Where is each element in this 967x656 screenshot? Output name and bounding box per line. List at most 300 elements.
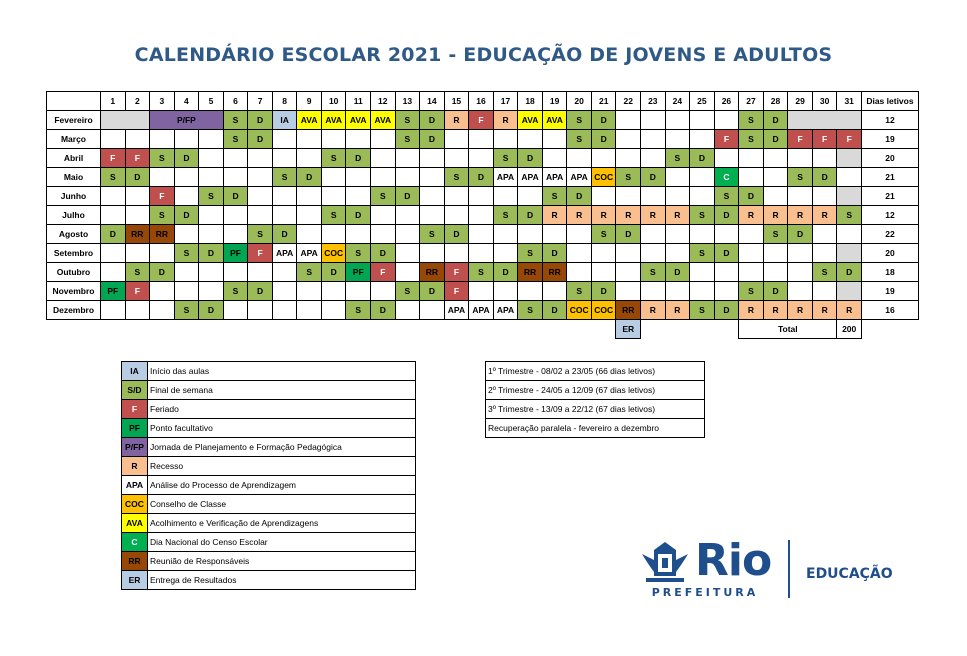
day-cell bbox=[444, 187, 469, 206]
dias-letivos-value: 12 bbox=[861, 206, 918, 225]
day-cell: S bbox=[174, 301, 199, 320]
day-cell: F bbox=[125, 282, 150, 301]
legend-row bbox=[122, 362, 416, 381]
day-cell: F bbox=[150, 187, 175, 206]
month-name: Outubro bbox=[47, 263, 101, 282]
calendar-header-row bbox=[47, 92, 919, 111]
legend-code: P/FP bbox=[122, 438, 148, 457]
day-cell bbox=[616, 244, 641, 263]
day-cell: S bbox=[297, 263, 322, 282]
day-cell bbox=[272, 282, 297, 301]
dias-letivos-value: 12 bbox=[861, 111, 918, 130]
day-header: 30 bbox=[812, 92, 837, 111]
legend-row bbox=[122, 400, 416, 419]
day-cell: S bbox=[150, 149, 175, 168]
month-row bbox=[47, 187, 919, 206]
day-header: 14 bbox=[420, 92, 445, 111]
day-cell bbox=[199, 282, 224, 301]
day-cell bbox=[346, 130, 371, 149]
day-cell bbox=[371, 282, 396, 301]
day-cell bbox=[542, 130, 567, 149]
day-cell bbox=[174, 225, 199, 244]
day-cell: D bbox=[346, 206, 371, 225]
day-cell: D bbox=[174, 149, 199, 168]
day-cell: D bbox=[739, 187, 764, 206]
day-cell bbox=[199, 168, 224, 187]
day-cell: S bbox=[739, 111, 764, 130]
legend-label: Início das aulas bbox=[148, 362, 416, 381]
day-cell bbox=[174, 168, 199, 187]
day-cell: R bbox=[812, 206, 837, 225]
day-cell: F bbox=[444, 263, 469, 282]
day-cell: D bbox=[223, 187, 248, 206]
legend-code: IA bbox=[122, 362, 148, 381]
trimester-row bbox=[486, 400, 705, 419]
day-cell bbox=[297, 206, 322, 225]
day-cell: S bbox=[739, 130, 764, 149]
day-cell bbox=[272, 130, 297, 149]
day-cell: D bbox=[444, 225, 469, 244]
day-cell: S bbox=[493, 206, 518, 225]
day-cell bbox=[690, 187, 715, 206]
day-cell bbox=[101, 187, 126, 206]
day-cell: S bbox=[223, 130, 248, 149]
day-cell: S bbox=[101, 168, 126, 187]
day-cell bbox=[223, 301, 248, 320]
day-header: 12 bbox=[371, 92, 396, 111]
day-cell: D bbox=[395, 187, 420, 206]
day-cell: S bbox=[567, 282, 592, 301]
legend-code: APA bbox=[122, 476, 148, 495]
day-cell bbox=[248, 149, 273, 168]
day-cell: F bbox=[837, 130, 862, 149]
day-cell: D bbox=[174, 206, 199, 225]
day-cell: S bbox=[395, 111, 420, 130]
day-cell: F bbox=[444, 282, 469, 301]
dias-letivos-value: 20 bbox=[861, 244, 918, 263]
day-cell bbox=[174, 187, 199, 206]
day-cell bbox=[125, 244, 150, 263]
day-cell: D bbox=[493, 263, 518, 282]
day-cell: S bbox=[690, 301, 715, 320]
day-cell bbox=[199, 149, 224, 168]
day-cell: D bbox=[371, 301, 396, 320]
day-cell: AVA bbox=[321, 111, 346, 130]
day-cell: R bbox=[788, 301, 813, 320]
day-cell: S bbox=[665, 149, 690, 168]
day-header: 26 bbox=[714, 92, 739, 111]
day-cell bbox=[199, 225, 224, 244]
day-cell: D bbox=[763, 130, 788, 149]
legend-label: Entrega de Resultados bbox=[148, 571, 416, 590]
day-cell bbox=[591, 244, 616, 263]
day-cell: S bbox=[395, 130, 420, 149]
day-cell: PF bbox=[346, 263, 371, 282]
day-cell bbox=[420, 206, 445, 225]
day-cell bbox=[542, 149, 567, 168]
day-cell: D bbox=[346, 149, 371, 168]
calendar-table bbox=[46, 91, 919, 339]
day-cell: D bbox=[665, 263, 690, 282]
day-cell bbox=[518, 187, 543, 206]
day-cell: APA bbox=[518, 168, 543, 187]
day-cell bbox=[125, 206, 150, 225]
day-cell: D bbox=[420, 282, 445, 301]
day-cell bbox=[739, 225, 764, 244]
day-cell bbox=[837, 244, 862, 263]
day-cell: RR bbox=[150, 225, 175, 244]
month-name: Setembro bbox=[47, 244, 101, 263]
day-cell bbox=[395, 168, 420, 187]
day-cell bbox=[714, 225, 739, 244]
trimester-text: 3º Trimestre - 13/09 a 22/12 (67 dias letivos) bbox=[486, 400, 705, 419]
day-cell: D bbox=[616, 225, 641, 244]
day-cell: F bbox=[371, 263, 396, 282]
day-cell: R bbox=[641, 206, 666, 225]
day-cell: S bbox=[788, 168, 813, 187]
day-header: 6 bbox=[223, 92, 248, 111]
legend-label: Análise do Processo de Aprendizagem bbox=[148, 476, 416, 495]
day-cell bbox=[518, 130, 543, 149]
day-cell bbox=[665, 244, 690, 263]
day-cell bbox=[420, 168, 445, 187]
day-cell bbox=[567, 244, 592, 263]
day-cell: D bbox=[714, 244, 739, 263]
day-cell bbox=[763, 244, 788, 263]
legend-row bbox=[122, 419, 416, 438]
day-cell bbox=[321, 168, 346, 187]
day-cell bbox=[665, 111, 690, 130]
trimester-text: 1º Trimestre - 08/02 a 23/05 (66 dias letivos) bbox=[486, 362, 705, 381]
legend-label: Reunião de Responsáveis bbox=[148, 552, 416, 571]
day-cell bbox=[739, 244, 764, 263]
day-header: 5 bbox=[199, 92, 224, 111]
day-cell: RR bbox=[125, 225, 150, 244]
day-cell bbox=[591, 263, 616, 282]
day-cell bbox=[174, 263, 199, 282]
day-cell: D bbox=[812, 168, 837, 187]
day-cell bbox=[199, 263, 224, 282]
legend-code: F bbox=[122, 400, 148, 419]
day-header: 29 bbox=[788, 92, 813, 111]
day-cell bbox=[665, 130, 690, 149]
day-cell: APA bbox=[567, 168, 592, 187]
day-cell bbox=[690, 168, 715, 187]
day-cell bbox=[665, 225, 690, 244]
day-cell bbox=[395, 225, 420, 244]
day-cell: D bbox=[248, 130, 273, 149]
day-cell bbox=[248, 206, 273, 225]
day-cell bbox=[493, 244, 518, 263]
legend-code: AVA bbox=[122, 514, 148, 533]
day-cell bbox=[444, 130, 469, 149]
day-cell: IA bbox=[272, 111, 297, 130]
day-header: 15 bbox=[444, 92, 469, 111]
day-cell bbox=[739, 168, 764, 187]
day-cell bbox=[469, 225, 494, 244]
day-cell: D bbox=[714, 206, 739, 225]
day-cell bbox=[420, 244, 445, 263]
day-header: 27 bbox=[739, 92, 764, 111]
legend-row bbox=[122, 533, 416, 552]
day-cell bbox=[346, 168, 371, 187]
month-row bbox=[47, 301, 919, 320]
day-cell: D bbox=[371, 244, 396, 263]
day-cell: F bbox=[125, 149, 150, 168]
day-cell: AVA bbox=[542, 111, 567, 130]
day-cell: D bbox=[199, 244, 224, 263]
day-cell bbox=[591, 149, 616, 168]
day-cell bbox=[616, 149, 641, 168]
day-header: 1 bbox=[101, 92, 126, 111]
day-cell bbox=[493, 130, 518, 149]
day-header: 31 bbox=[837, 92, 862, 111]
footer-spacer bbox=[47, 320, 616, 339]
day-cell bbox=[690, 130, 715, 149]
day-cell bbox=[837, 168, 862, 187]
day-cell bbox=[297, 225, 322, 244]
day-cell bbox=[272, 206, 297, 225]
day-header: 4 bbox=[174, 92, 199, 111]
day-cell bbox=[518, 225, 543, 244]
day-cell bbox=[395, 301, 420, 320]
day-cell bbox=[469, 187, 494, 206]
trimester-row bbox=[486, 381, 705, 400]
day-cell bbox=[346, 225, 371, 244]
day-cell bbox=[199, 206, 224, 225]
legend-label: Final de semana bbox=[148, 381, 416, 400]
day-cell: R bbox=[665, 301, 690, 320]
day-cell: S bbox=[567, 130, 592, 149]
day-cell bbox=[616, 263, 641, 282]
day-cell: S bbox=[223, 282, 248, 301]
day-cell bbox=[739, 149, 764, 168]
day-cell bbox=[444, 244, 469, 263]
day-header: 21 bbox=[591, 92, 616, 111]
day-cell bbox=[788, 263, 813, 282]
day-cell: S bbox=[321, 206, 346, 225]
day-cell: APA bbox=[469, 301, 494, 320]
day-cell: S bbox=[518, 244, 543, 263]
day-cell: S bbox=[272, 168, 297, 187]
day-cell bbox=[469, 206, 494, 225]
dias-letivos-value: 20 bbox=[861, 149, 918, 168]
day-cell: D bbox=[763, 282, 788, 301]
day-cell: S bbox=[395, 282, 420, 301]
day-cell: D bbox=[591, 130, 616, 149]
trimester-table bbox=[485, 361, 705, 438]
dias-letivos-value: 16 bbox=[861, 301, 918, 320]
day-cell bbox=[272, 301, 297, 320]
day-cell bbox=[665, 282, 690, 301]
day-cell bbox=[641, 111, 666, 130]
day-cell bbox=[493, 225, 518, 244]
month-name: Maio bbox=[47, 168, 101, 187]
day-cell bbox=[150, 168, 175, 187]
day-cell: D bbox=[763, 111, 788, 130]
dias-letivos-value: 19 bbox=[861, 282, 918, 301]
day-cell: S bbox=[248, 225, 273, 244]
legend-row bbox=[122, 552, 416, 571]
day-cell: D bbox=[469, 168, 494, 187]
day-cell: D bbox=[542, 244, 567, 263]
day-cell: S bbox=[346, 244, 371, 263]
day-cell bbox=[812, 225, 837, 244]
day-cell bbox=[150, 130, 175, 149]
day-cell: COC bbox=[591, 301, 616, 320]
day-header: 9 bbox=[297, 92, 322, 111]
total-value: 200 bbox=[837, 320, 862, 339]
day-header: 19 bbox=[542, 92, 567, 111]
day-header: 24 bbox=[665, 92, 690, 111]
day-cell bbox=[641, 130, 666, 149]
day-cell bbox=[223, 149, 248, 168]
day-cell bbox=[395, 206, 420, 225]
trimester-text: 2º Trimestre - 24/05 a 12/09 (67 dias letivos) bbox=[486, 381, 705, 400]
day-cell bbox=[714, 149, 739, 168]
day-cell: APA bbox=[444, 301, 469, 320]
dias-letivos-value: 21 bbox=[861, 168, 918, 187]
day-cell bbox=[199, 130, 224, 149]
day-cell bbox=[223, 225, 248, 244]
day-cell: R bbox=[739, 206, 764, 225]
day-cell: RR bbox=[420, 263, 445, 282]
legend-code: R bbox=[122, 457, 148, 476]
legend-row bbox=[122, 438, 416, 457]
logo-divider bbox=[788, 540, 790, 598]
day-cell: S bbox=[641, 263, 666, 282]
day-cell bbox=[395, 149, 420, 168]
day-cell: F bbox=[788, 130, 813, 149]
day-cell bbox=[641, 149, 666, 168]
legend-row bbox=[122, 381, 416, 400]
day-cell bbox=[616, 111, 641, 130]
day-cell: R bbox=[591, 206, 616, 225]
day-cell bbox=[248, 168, 273, 187]
month-row bbox=[47, 168, 919, 187]
day-cell bbox=[739, 263, 764, 282]
day-cell bbox=[812, 244, 837, 263]
day-cell bbox=[591, 187, 616, 206]
day-cell: APA bbox=[272, 244, 297, 263]
day-cell: R bbox=[763, 301, 788, 320]
total-label: Total bbox=[739, 320, 837, 339]
header-corner bbox=[47, 92, 101, 111]
day-cell bbox=[469, 244, 494, 263]
day-cell bbox=[788, 111, 862, 130]
logo-prefeitura-text: PREFEITURA bbox=[651, 586, 759, 599]
day-cell bbox=[837, 149, 862, 168]
day-cell bbox=[223, 168, 248, 187]
day-cell bbox=[395, 244, 420, 263]
day-cell bbox=[616, 187, 641, 206]
day-cell: S bbox=[714, 187, 739, 206]
day-header: 8 bbox=[272, 92, 297, 111]
day-cell: S bbox=[420, 225, 445, 244]
day-cell: D bbox=[101, 225, 126, 244]
day-cell bbox=[567, 263, 592, 282]
day-cell bbox=[174, 282, 199, 301]
logo-educacao-text: EDUCAÇÃO bbox=[806, 566, 893, 582]
calendar-footer-row bbox=[47, 320, 919, 339]
day-cell: APA bbox=[542, 168, 567, 187]
day-cell bbox=[763, 168, 788, 187]
day-cell bbox=[444, 149, 469, 168]
day-cell bbox=[371, 225, 396, 244]
day-cell: D bbox=[321, 263, 346, 282]
legend-row bbox=[122, 571, 416, 590]
day-cell: S bbox=[518, 301, 543, 320]
day-cell: AVA bbox=[346, 111, 371, 130]
day-cell bbox=[272, 149, 297, 168]
day-cell bbox=[297, 149, 322, 168]
day-cell bbox=[690, 225, 715, 244]
day-cell bbox=[371, 206, 396, 225]
day-cell bbox=[837, 225, 862, 244]
day-cell: S bbox=[199, 187, 224, 206]
month-name: Dezembro bbox=[47, 301, 101, 320]
day-cell bbox=[812, 187, 837, 206]
trimester-text: Recuperação paralela - fevereiro a dezembro bbox=[486, 419, 705, 438]
day-cell: D bbox=[542, 301, 567, 320]
day-cell: APA bbox=[297, 244, 322, 263]
day-cell: D bbox=[420, 130, 445, 149]
day-cell bbox=[469, 130, 494, 149]
month-row bbox=[47, 263, 919, 282]
day-cell bbox=[321, 282, 346, 301]
legend-label: Feriado bbox=[148, 400, 416, 419]
day-cell bbox=[616, 130, 641, 149]
day-cell: S bbox=[150, 206, 175, 225]
day-cell bbox=[641, 225, 666, 244]
day-cell: S bbox=[542, 187, 567, 206]
day-cell: D bbox=[420, 111, 445, 130]
legend-table bbox=[121, 361, 416, 590]
day-header: 3 bbox=[150, 92, 175, 111]
day-cell bbox=[321, 225, 346, 244]
day-cell bbox=[101, 130, 126, 149]
day-cell bbox=[788, 187, 813, 206]
legend-code: ER bbox=[122, 571, 148, 590]
legend-label: Ponto facultativo bbox=[148, 419, 416, 438]
day-cell: APA bbox=[493, 168, 518, 187]
month-row bbox=[47, 282, 919, 301]
day-cell: S bbox=[174, 244, 199, 263]
day-cell: S bbox=[837, 206, 862, 225]
day-cell bbox=[616, 282, 641, 301]
day-cell: R bbox=[567, 206, 592, 225]
legend-label: Acolhimento e Verificação de Aprendizagens bbox=[148, 514, 416, 533]
day-cell: F bbox=[469, 111, 494, 130]
day-cell bbox=[469, 282, 494, 301]
day-cell: S bbox=[812, 263, 837, 282]
dias-letivos-value: 18 bbox=[861, 263, 918, 282]
day-cell bbox=[420, 149, 445, 168]
day-cell: D bbox=[199, 301, 224, 320]
day-header: 13 bbox=[395, 92, 420, 111]
day-header: 23 bbox=[641, 92, 666, 111]
day-header: 18 bbox=[518, 92, 543, 111]
day-header: 25 bbox=[690, 92, 715, 111]
day-header: 28 bbox=[763, 92, 788, 111]
day-cell: D bbox=[591, 282, 616, 301]
month-row bbox=[47, 111, 919, 130]
day-cell: R bbox=[763, 206, 788, 225]
day-cell bbox=[788, 244, 813, 263]
day-cell: D bbox=[788, 225, 813, 244]
month-name: Junho bbox=[47, 187, 101, 206]
legend-row bbox=[122, 514, 416, 533]
